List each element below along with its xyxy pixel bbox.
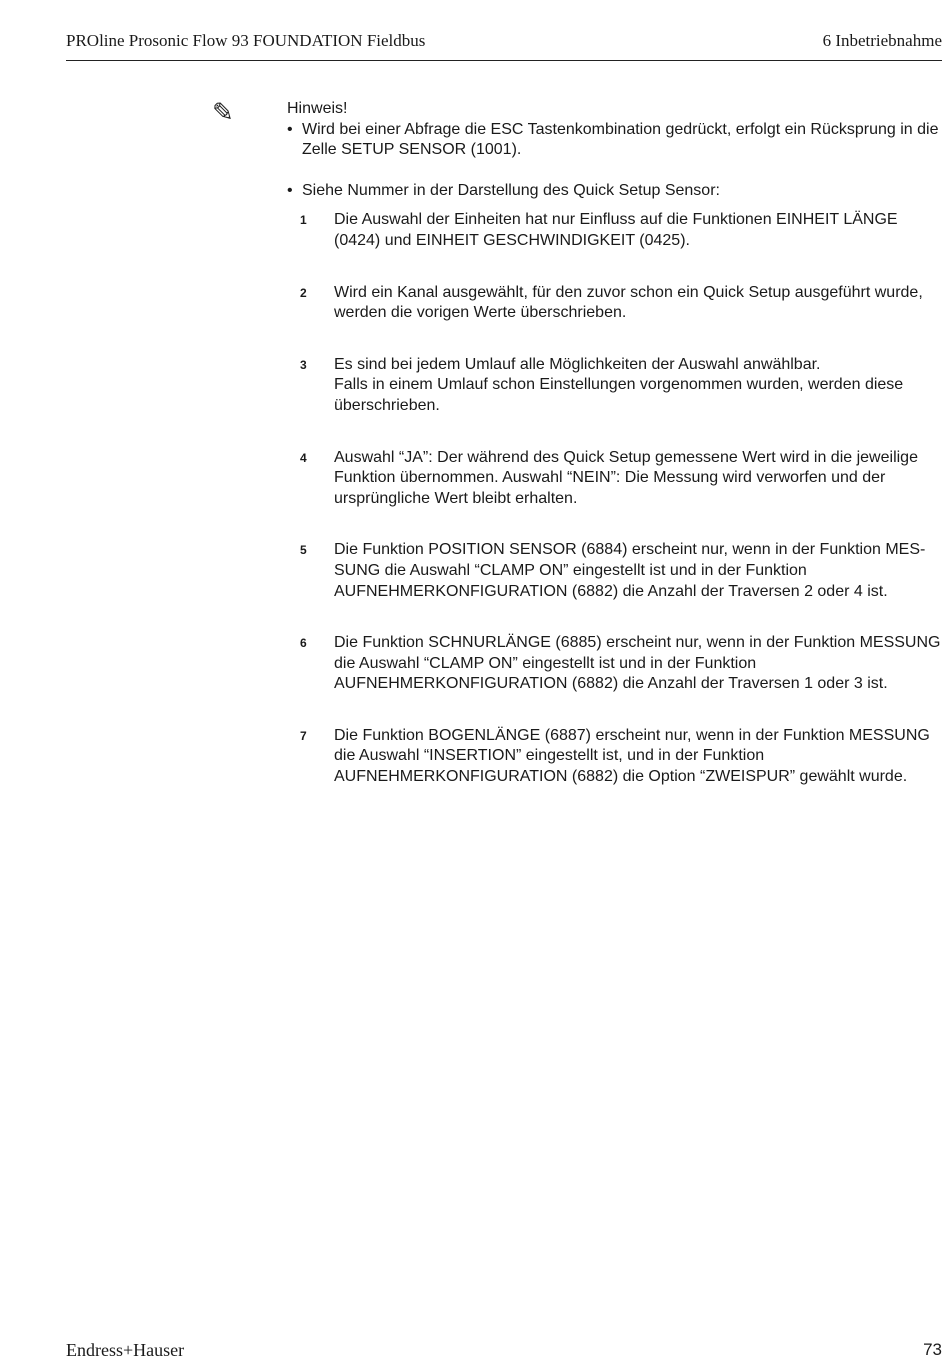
item-number: 2	[300, 285, 307, 300]
bullet-icon: •	[287, 120, 293, 138]
list-item	[287, 283, 947, 324]
item-text: Die Funktion SCHNURLÄNGE (6885) erscheint nur, wenn in der Funktion MESSUNG die Auswahl “CLAMP ON” eingestellt ist und in der Funktion AUFNEHMERKONFIGURATION (6882) die Anzahl der Traversen 1 oder 3 ist.	[334, 634, 941, 693]
item-text: Falls in einem Umlauf schon Einstellungen vorgenommen wurden, werden diese überschrieben.	[334, 376, 904, 414]
item-text: Es sind bei jedem Umlauf alle Möglichkeiten der Auswahl anwählbar.	[334, 355, 821, 373]
list-item	[287, 633, 947, 695]
item-text: Wird ein Kanal ausgewählt, für den zuvor schon ein Quick Setup ausgeführt wurde, werden die vorigen Werte überschrieben.	[334, 283, 923, 322]
item-number: 3	[300, 357, 307, 372]
header-divider	[66, 60, 942, 61]
brand-name: Endress+Hauser	[66, 1340, 185, 1360]
item-number: 5	[300, 543, 307, 558]
note-bullet	[287, 120, 947, 161]
item-text: Auswahl “JA”: Der während des Quick Setup gemessene Wert wird in die jeweilige Funktion übernommen. Auswahl “NEIN”: Die Messung wird verworfen und der ursprüngliche Wert bleibt erhalten.	[334, 448, 918, 507]
item-number: 7	[300, 728, 307, 743]
item-text: Die Funktion POSITION SENSOR (6884) erscheint nur, wenn in der Funktion MES-SUNG die Auswahl “CLAMP ON” eingestellt ist und in der Funktion AUFNEHMERKONFIGURATION (6882) die Anzahl der Traversen 2 oder 4 ist.	[334, 541, 926, 600]
bullet-icon: •	[287, 181, 293, 199]
page-header	[66, 31, 942, 53]
document-title: PROline Prosonic Flow 93 FOUNDATION Fieldbus	[66, 31, 426, 50]
item-text: Die Auswahl der Einheiten hat nur Einfluss auf die Funktionen EINHEIT LÄNGE (0424) und EINHEIT GESCHWINDIGKEIT (0425).	[334, 211, 898, 249]
note-bullet	[287, 181, 947, 202]
bullet-text: Siehe Nummer in der Darstellung des Quick Setup Sensor:	[302, 181, 720, 199]
list-item	[287, 355, 947, 417]
item-number: 1	[300, 213, 307, 228]
page-number: 73	[923, 1340, 942, 1359]
item-text: Die Funktion BOGENLÄNGE (6887) erscheint nur, wenn in der Funktion MESSUNG die Auswahl “INSERTION” eingestellt ist, und in der Funktion AUFNEHMERKONFIGURATION (6882) die Option “ZWEISPUR” gewählt wurde.	[334, 726, 930, 786]
numbered-list	[287, 210, 947, 787]
note-title: Hinweis!	[287, 100, 348, 117]
pencil-icon: ✎	[212, 98, 234, 128]
bullet-text: Wird bei einer Abfrage die ESC Tastenkombination gedrückt, erfolgt ein Rücksprung in die Zelle SETUP SENSOR (1001).	[302, 120, 939, 159]
list-item	[287, 210, 947, 251]
list-item	[287, 540, 947, 602]
list-item	[287, 726, 947, 788]
list-item	[287, 448, 947, 510]
chapter-title: 6 Inbetriebnahme	[822, 31, 942, 50]
item-number: 6	[300, 636, 307, 651]
note-block	[287, 99, 947, 819]
item-number: 4	[300, 450, 307, 465]
